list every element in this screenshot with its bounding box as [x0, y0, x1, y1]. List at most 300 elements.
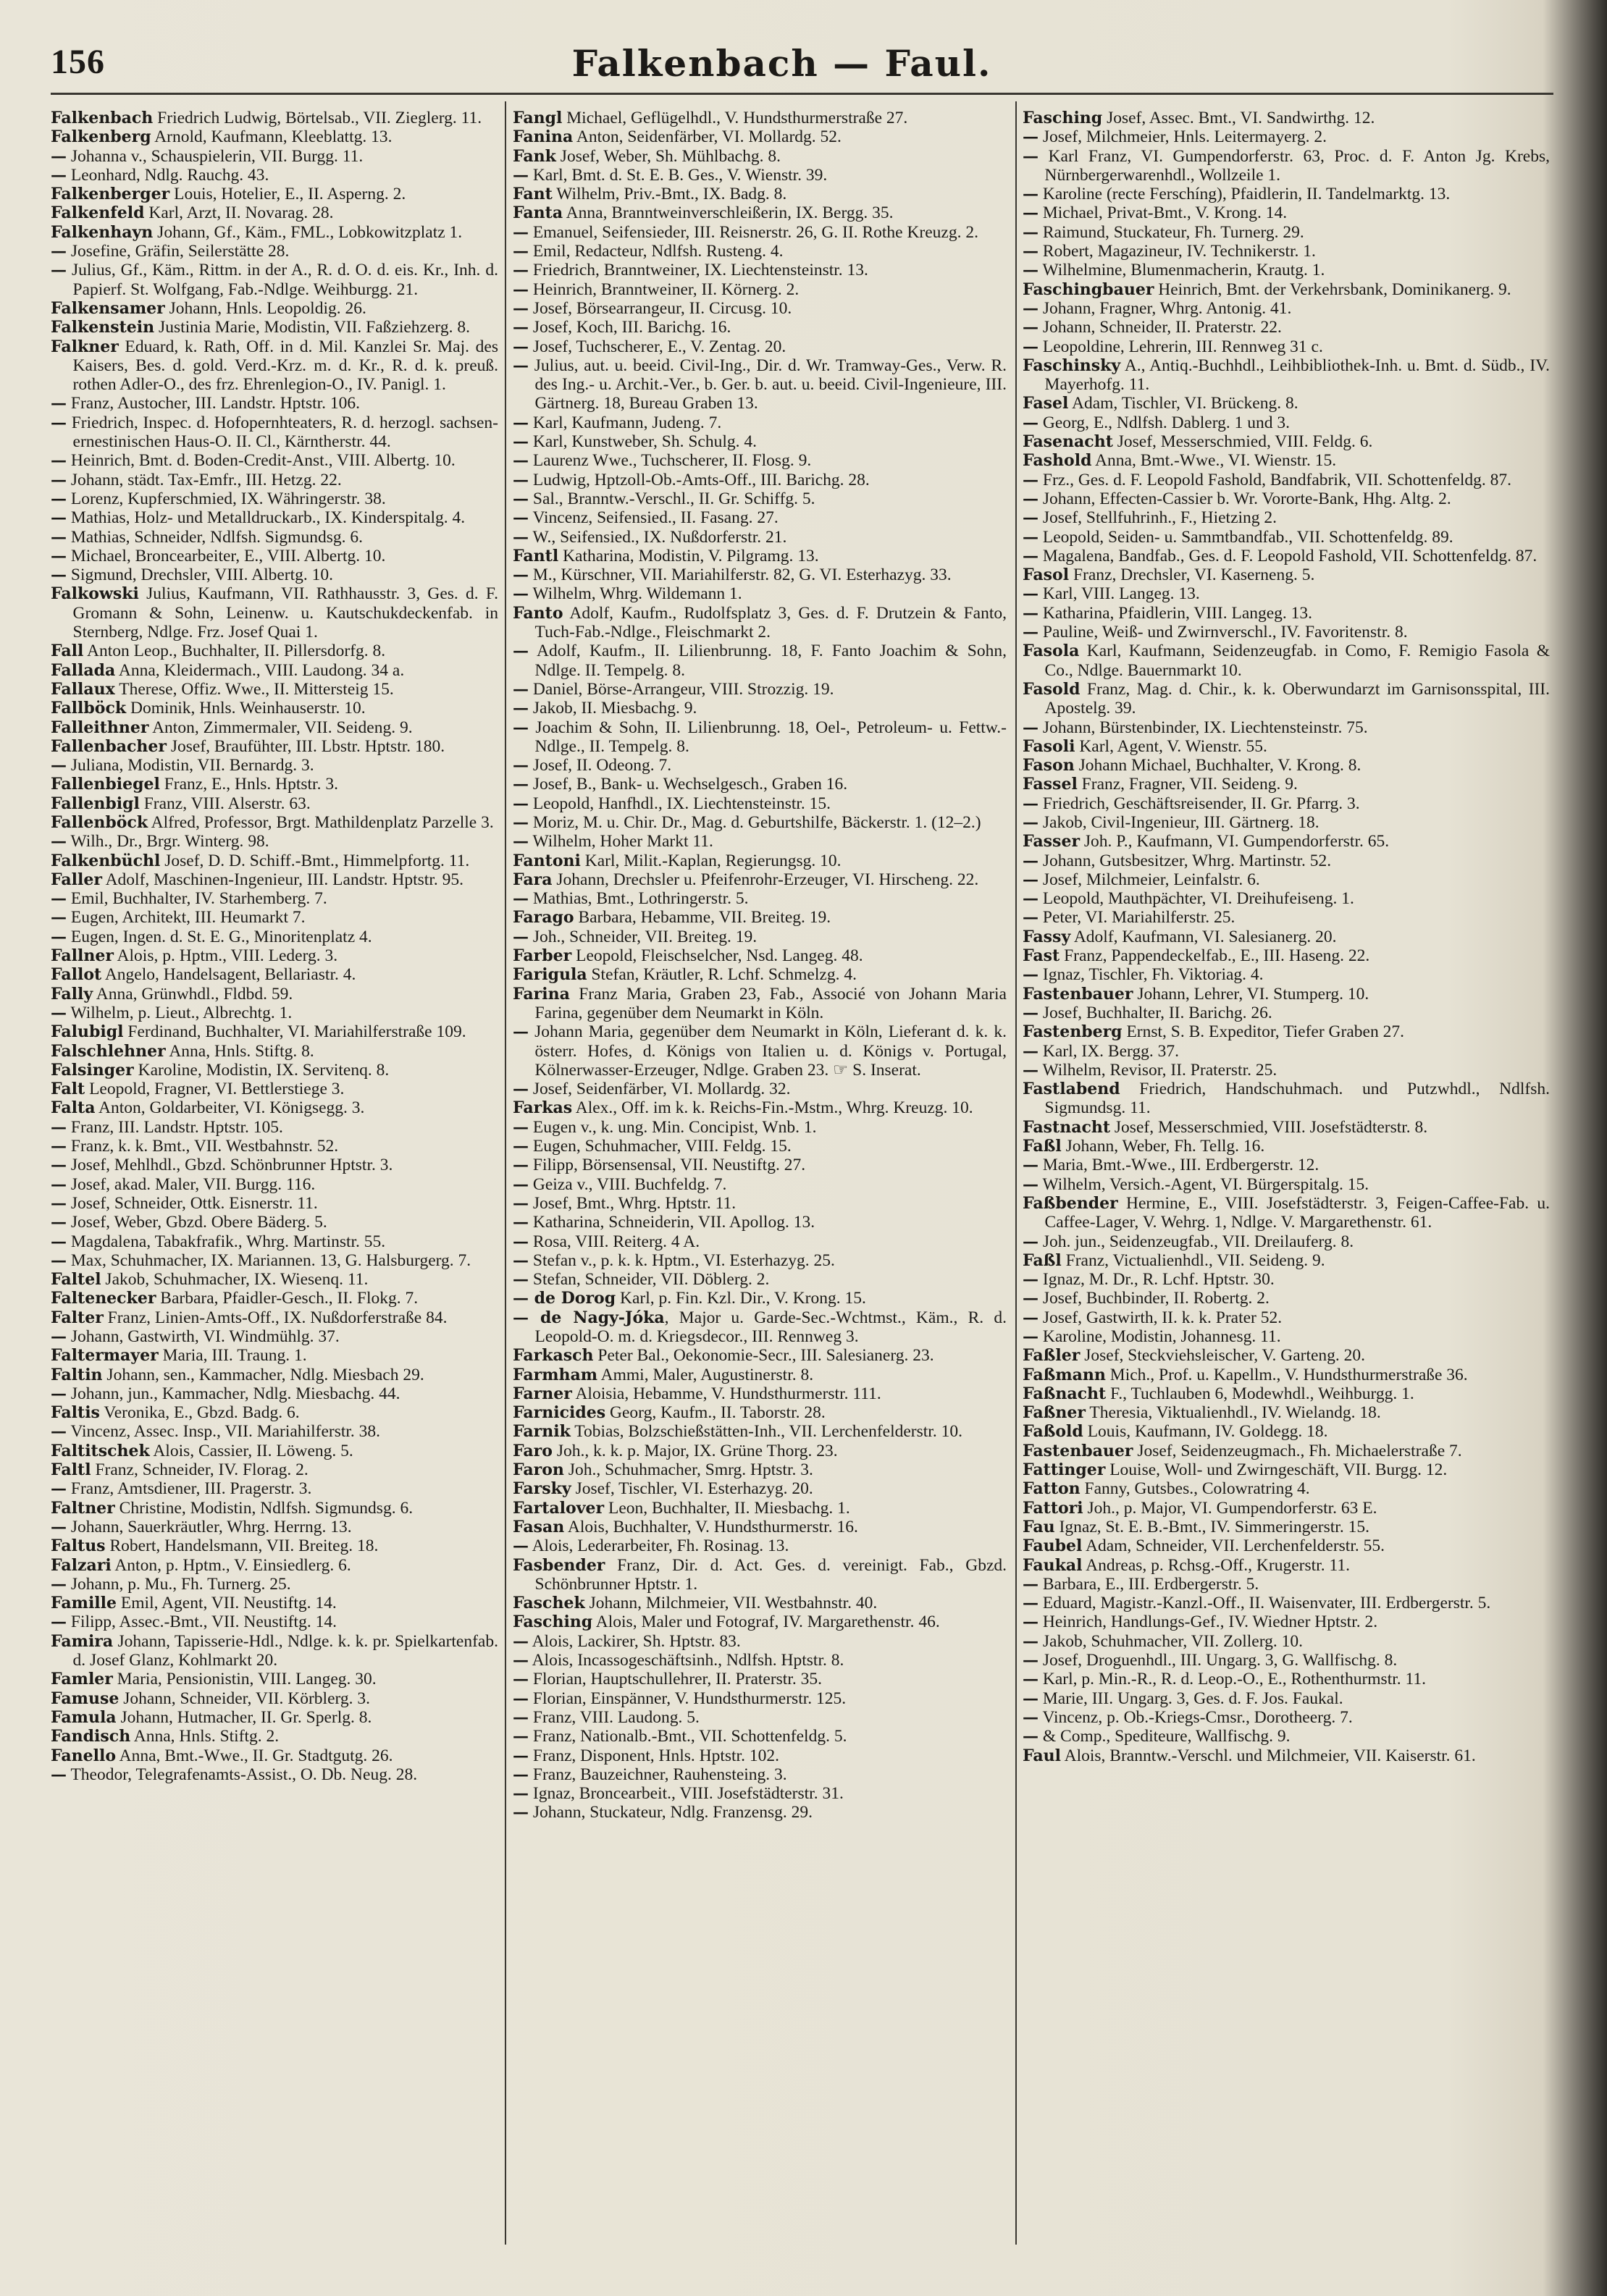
entry-surname: —: [1023, 318, 1039, 337]
entry-details: Michael, Geflügelhdl., V. Hundsthurmerstraße 27.: [562, 109, 908, 127]
entry-details: Franz, Mag. d. Chir., k. k. Oberwundarzt im Garnisonsspital, III. Apostelg. 39.: [1044, 679, 1550, 718]
directory-entry: [1023, 1346, 1550, 1365]
entry-details: Franz, Disponent, Hnls. Hptstr. 102.: [529, 1746, 779, 1765]
entry-details: Johann, Drechsler u. Pfeifenrohr-Erzeuger, VI. Hirscheng. 22.: [552, 870, 979, 889]
entry-surname: —: [513, 1707, 529, 1727]
entry-surname: —: [513, 1631, 529, 1651]
entry-details: Friedrich, Inspec. d. Hofopernhteaters, R. d. herzogl. sachsen-ernestinischen Haus-O. II. Cl., Kärntherstr. 44.: [67, 413, 498, 452]
entry-details: Franz, Bauzeichner, Rauhensteing. 3.: [529, 1765, 787, 1784]
directory-entry: [513, 1080, 1007, 1098]
header-rule: [51, 93, 1553, 95]
entry-details: Johann, Stuckateur, Ndlg. Franzensg. 29.: [529, 1803, 813, 1822]
directory-entry: [513, 528, 1007, 547]
directory-entry: [513, 1289, 1007, 1308]
entry-details: Johann, städt. Tax-Emfr., III. Hetzg. 22.: [67, 470, 342, 489]
directory-entry: [1023, 1612, 1550, 1631]
entry-surname: —: [513, 1670, 529, 1689]
entry-details: Katharina, Schneiderin, VII. Apollog. 13.: [529, 1213, 815, 1232]
entry-surname: —: [1023, 1651, 1039, 1670]
entry-details: Karoline, Modistin, Johannesg. 11.: [1039, 1327, 1281, 1346]
entry-surname: Faltenecker: [51, 1289, 156, 1308]
entry-surname: —: [513, 318, 529, 337]
directory-entry: [1023, 1746, 1550, 1765]
entry-details: Mathias, Schneider, Ndlfsh. Sigmundsg. 6.: [67, 527, 363, 547]
directory-entry: [1023, 832, 1550, 851]
entry-surname: Faßler: [1023, 1346, 1081, 1366]
entry-details: Lorenz, Kupferschmied, IX. Währingerstr. 38.: [67, 489, 386, 508]
entry-surname: Fasser: [1023, 832, 1081, 851]
directory-entry: [513, 1384, 1007, 1403]
entry-details: Johann, Gastwirth, VI. Windmühlg. 37.: [67, 1327, 340, 1346]
entry-surname: —: [51, 1156, 67, 1175]
column-1: [51, 109, 498, 1784]
entry-details: Josef, Tuchscherer, E., V. Zentag. 20.: [529, 337, 786, 356]
directory-entry: [513, 1403, 1007, 1422]
entry-details: Franz, Victualienhdl., VII. Seideng. 9.: [1061, 1250, 1325, 1270]
entry-details: Filipp, Assec.-Bmt., VII. Neustiftg. 14.: [67, 1612, 337, 1632]
directory-entry: [1023, 547, 1550, 565]
entry-details: Anna, Bmt.-Wwe., VI. Wienstr. 15.: [1091, 451, 1337, 471]
entry-surname: —: [51, 413, 67, 432]
entry-surname: —: [1023, 1670, 1039, 1689]
entry-details: Alois, Incassogeschäftsinh., Ndlfsh. Hptstr. 8.: [529, 1651, 844, 1670]
entry-surname: —: [1023, 337, 1039, 356]
entry-surname: Faßbender: [1023, 1193, 1118, 1213]
entry-details: Johann, Hnls. Leopoldig. 26.: [164, 298, 366, 318]
entry-details: Robert, Magazineur, IV. Technikerstr. 1.: [1039, 242, 1316, 261]
directory-entry: [1023, 718, 1550, 737]
entry-details: Jakob, Schuhmacher, VII. Zollerg. 10.: [1039, 1631, 1303, 1651]
entry-surname: —: [51, 1117, 67, 1137]
entry-surname: —: [513, 1174, 529, 1194]
directory-entry: [51, 1137, 498, 1156]
entry-details: Joh., k. k. p. Major, IX. Grüne Thorg. 23.: [552, 1441, 838, 1460]
directory-entry: [51, 394, 498, 413]
entry-details: Magdalena, Tabakfrafik., Whrg. Martinstr. 55.: [67, 1232, 386, 1251]
entry-details: Leonhard, Ndlg. Rauchg. 43.: [67, 165, 269, 185]
directory-entry: [51, 1308, 498, 1327]
entry-surname: Fallada: [51, 660, 116, 680]
entry-details: Josef, Buchbinder, II. Robertg. 2.: [1039, 1289, 1270, 1308]
entry-surname: Fara: [513, 870, 553, 889]
entry-details: Eugen v., k. ung. Min. Concipist, Wnb. 1.: [529, 1117, 817, 1137]
entry-surname: Falkenberger: [51, 185, 170, 204]
entry-surname: —: [51, 1232, 67, 1251]
entry-details: Wilhelm, Whrg. Wildemann 1.: [529, 584, 742, 604]
directory-entry: [1023, 623, 1550, 642]
entry-surname: —: [1023, 1574, 1039, 1594]
entry-surname: Falkenbüchl: [51, 851, 161, 870]
entry-surname: —: [513, 470, 529, 489]
directory-entry: [513, 1137, 1007, 1156]
entry-details: Dominik, Hnls. Weinhauserstr. 10.: [126, 699, 366, 718]
entry-surname: Fasbender: [513, 1555, 605, 1575]
entry-details: Florian, Hauptschullehrer, II. Praterstr. 35.: [529, 1670, 822, 1689]
entry-surname: —: [513, 356, 529, 375]
entry-details: Emil, Buchhalter, IV. Starhemberg. 7.: [67, 889, 327, 909]
directory-entry: [1023, 1042, 1550, 1061]
directory-entry: [513, 280, 1007, 299]
entry-details: Karl, Arzt, II. Novarag. 28.: [144, 203, 334, 223]
entry-details: Franz, Austocher, III. Landstr. Hptstr. 106.: [67, 394, 361, 413]
directory-entry: [1023, 109, 1550, 127]
directory-entry: [51, 147, 498, 166]
entry-details: Leopold, Fleischselcher, Nsd. Langeg. 48.: [571, 946, 863, 966]
entry-details: Johann, Schneider, VII. Körblerg. 3.: [119, 1689, 371, 1708]
entry-details: Alex., Off. im k. k. Reichs-Fin.-Mstm., Whrg. Kreuzg. 10.: [572, 1098, 973, 1118]
directory-entry: [513, 718, 1007, 757]
entry-surname: Fally: [51, 984, 93, 1004]
entry-surname: Farina: [513, 984, 570, 1004]
entry-details: Christine, Modistin, Ndlfsh. Sigmundsg. 6.: [114, 1498, 414, 1518]
directory-entry: [1023, 223, 1550, 242]
directory-entry: [513, 1366, 1007, 1384]
column-2: [513, 109, 1007, 1822]
entry-surname: Faßold: [1023, 1422, 1083, 1442]
entry-details: Anna, Hnls. Stiftg. 8.: [165, 1041, 314, 1061]
entry-surname: Fallner: [51, 946, 114, 966]
directory-entry: [1023, 1022, 1550, 1041]
entry-surname: Farnicides: [513, 1403, 606, 1423]
entry-details: Katharina, Modistin, V. Pilgramg. 13.: [558, 546, 819, 565]
directory-entry: [51, 1670, 498, 1689]
entry-details: Josef, Koch, III. Barichg. 16.: [529, 318, 731, 337]
entry-details: Friedrich, Handschuhmach. und Putzwhdl., Ndlfsh. Sigmundsg. 11.: [1044, 1080, 1550, 1118]
directory-entry: [51, 813, 498, 832]
directory-entry: [51, 1098, 498, 1117]
entry-surname: —: [513, 1651, 529, 1670]
entry-details: Leopold, Seiden- u. Sammtbandfab., VII. Schottenfeldg. 89.: [1039, 527, 1453, 547]
directory-entry: [51, 1042, 498, 1061]
entry-surname: —: [513, 718, 529, 737]
entry-surname: Farmham: [513, 1365, 598, 1384]
entry-surname: —: [513, 432, 529, 452]
entry-surname: Fallböck: [51, 699, 127, 718]
entry-details: Josef, Seidenzeugmach., Fh. Michaelerstraße 7.: [1133, 1441, 1462, 1460]
entry-surname: —: [513, 261, 529, 280]
directory-entry: [1023, 1251, 1550, 1270]
entry-details: Eduard, k. Rath, Off. in d. Mil. Kanzlei Sr. Maj. des Kaisers, Bes. d. gold. Verd.-Krz. m. d. Kr., R. d. k. preuß. rothen Adler-O., des frz. Ehrenlegion-O., IV. Panigl. 1.: [72, 337, 498, 395]
entry-details: Joh., p. Major, VI. Gumpendorferstr. 63 E.: [1083, 1498, 1377, 1518]
entry-surname: Fall: [51, 642, 84, 661]
directory-entry: [513, 1612, 1007, 1631]
entry-surname: Falschlehner: [51, 1041, 166, 1061]
directory-entry: [513, 1442, 1007, 1460]
directory-entry: [513, 1689, 1007, 1708]
entry-details: Friedrich, Branntweiner, IX. Liechtensteinstr. 13.: [529, 261, 868, 280]
entry-details: Adolf, Kaufm., Rudolfsplatz 3, Ges. d. F. Drutzein & Fanto, Tuch-Fab.-Ndlge., Fleischmarkt 2.: [534, 603, 1007, 642]
entry-surname: —: [51, 1003, 67, 1022]
entry-surname: —: [51, 1327, 67, 1346]
entry-surname: Faßmann: [1023, 1365, 1106, 1384]
entry-surname: Farkasch: [513, 1346, 594, 1366]
directory-entry: [51, 756, 498, 775]
entry-surname: Fattori: [1023, 1498, 1083, 1518]
directory-entry: [51, 661, 498, 680]
entry-surname: —: [1023, 908, 1039, 928]
entry-surname: Fallenbigl: [51, 794, 140, 813]
entry-details: Josef, Steckviehsleischer, V. Garteng. 20.: [1080, 1346, 1366, 1366]
entry-surname: —: [1023, 185, 1039, 204]
directory-entry: [51, 1366, 498, 1384]
directory-entry: [513, 1422, 1007, 1441]
directory-entry: [513, 584, 1007, 603]
entry-surname: —: [1023, 794, 1039, 813]
directory-entry: [513, 1479, 1007, 1498]
entry-surname: Fastenbauer: [1023, 1441, 1133, 1460]
entry-details: Johann Maria, gegenüber dem Neumarkt in Köln, Lieferant d. k. k. österr. Hofes, d. Königs von Italien u. d. Königs v. Portugal, Kölnerwasser-Erzeuger, Ndlge. Graben 23. ☞ S. Inserat.: [529, 1022, 1007, 1080]
entry-details: Josef, D. D. Schiff.-Bmt., Himmelpfortg. 11.: [160, 851, 470, 870]
directory-entry: [51, 642, 498, 660]
entry-surname: Fantl: [513, 546, 559, 565]
directory-entry: [513, 1632, 1007, 1651]
directory-entry: [513, 1251, 1007, 1270]
entry-surname: —: [51, 146, 67, 166]
directory-entry: [1023, 1384, 1550, 1403]
directory-entry: [513, 432, 1007, 451]
entry-details: Ammi, Maler, Augustinerstr. 8.: [597, 1365, 814, 1384]
entry-details: Johann, Fragner, Whrg. Antonig. 41.: [1039, 298, 1292, 318]
entry-details: Pauline, Weiß- und Zwirnverschl., IV. Favoritenstr. 8.: [1039, 623, 1408, 642]
entry-details: Wilh., Dr., Brgr. Winterg. 98.: [67, 832, 269, 851]
entry-surname: —: [513, 1746, 529, 1765]
entry-surname: —: [513, 565, 529, 585]
entry-surname: —: [51, 1574, 67, 1594]
entry-details: Therese, Offiz. Wwe., II. Mittersteig 15.: [114, 679, 394, 699]
entry-details: Maria, III. Traung. 1.: [158, 1346, 307, 1366]
entry-surname: Falkensamer: [51, 298, 165, 318]
entry-surname: Famula: [51, 1707, 117, 1727]
entry-surname: —: [1023, 127, 1039, 147]
entry-surname: Falkenberg: [51, 127, 151, 147]
entry-surname: Fattinger: [1023, 1460, 1106, 1480]
entry-surname: Faltner: [51, 1498, 115, 1518]
entry-surname: —: [513, 508, 529, 528]
entry-details: Johann, Schneider, II. Praterstr. 22.: [1039, 318, 1282, 337]
entry-surname: Farsky: [513, 1479, 571, 1499]
entry-surname: —: [51, 1422, 67, 1442]
directory-entry: [513, 127, 1007, 146]
directory-entry: [1023, 985, 1550, 1004]
entry-details: Louis, Hotelier, E., II. Asperng. 2.: [169, 185, 406, 204]
entry-details: Jakob, Civil-Ingenieur, III. Gärtnerg. 18.: [1039, 812, 1319, 832]
entry-surname: Fanta: [513, 203, 563, 223]
entry-surname: Fast: [1023, 946, 1060, 966]
entry-details: Eduard, Magistr.-Kanzl.-Off., II. Waisenvater, III. Erdbergerstr. 5.: [1039, 1594, 1491, 1613]
entry-surname: —: [51, 1193, 67, 1213]
directory-entry: [51, 775, 498, 794]
entry-surname: —: [51, 1213, 67, 1232]
directory-entry: [1023, 528, 1550, 547]
entry-surname: —: [513, 1536, 529, 1556]
entry-surname: —: [1023, 1289, 1039, 1308]
directory-entry: [513, 1746, 1007, 1765]
entry-details: Franz, Schneider, IV. Florag. 2.: [91, 1460, 309, 1480]
entry-surname: —: [1023, 623, 1039, 642]
entry-surname: Falta: [51, 1098, 96, 1118]
entry-details: Michael, Broncearbeiter, E., VIII. Albertg. 10.: [67, 546, 386, 565]
directory-entry: [51, 584, 498, 642]
entry-details: Julius, aut. u. beeid. Civil-Ing., Dir. d. Wr. Tramway-Ges., Verw. R. des Ing.- u. Archit.-Ver., b. Ger. b. aut. u. beeid. Civil-Ingenieure, III. Gärtnerg. 18, Bureau Graben 13.: [529, 356, 1007, 413]
directory-entry: [51, 508, 498, 527]
directory-entry: [51, 261, 498, 299]
directory-entry: [1023, 394, 1550, 413]
directory-entry: [1023, 1708, 1550, 1727]
directory-entry: [51, 832, 498, 851]
directory-entry: [513, 1499, 1007, 1518]
entry-surname: —: [1023, 203, 1039, 223]
entry-surname: Fasan: [513, 1517, 565, 1536]
directory-entry: [51, 109, 498, 127]
entry-surname: Famuse: [51, 1689, 119, 1708]
entry-surname: Faßl: [1023, 1250, 1062, 1270]
entry-surname: Farnik: [513, 1422, 571, 1442]
entry-details: Alois, Maler und Fotograf, IV. Margarethenstr. 46.: [592, 1612, 940, 1632]
entry-details: Joh., Schneider, VII. Breiteg. 19.: [529, 927, 758, 946]
entry-details: Raimund, Stuckateur, Fh. Turnerg. 29.: [1039, 222, 1304, 242]
entry-surname: Faltin: [51, 1365, 103, 1384]
directory-entry: [51, 1727, 498, 1746]
directory-entry: [51, 1575, 498, 1594]
directory-entry: [1023, 908, 1550, 927]
entry-surname: Faltel: [51, 1270, 101, 1290]
entry-surname: —: [1023, 1232, 1039, 1251]
directory-entry: [1023, 1594, 1550, 1612]
directory-entry: [1023, 1403, 1550, 1422]
entry-details: Franz, k. k. Bmt., VII. Westbahnstr. 52.: [67, 1137, 339, 1156]
entry-details: Michael, Privat-Bmt., V. Krong. 14.: [1039, 203, 1288, 223]
entry-details: Josef, Mehlhdl., Gbzd. Schönbrunner Hptstr. 3.: [67, 1156, 393, 1175]
directory-entry: [513, 794, 1007, 813]
entry-surname: Faschek: [513, 1594, 585, 1613]
entry-details: Frz., Ges. d. F. Leopold Fashold, Bandfabrik, VII. Schottenfeldg. 87.: [1039, 470, 1511, 489]
entry-surname: Farago: [513, 908, 574, 928]
entry-surname: —: [513, 756, 529, 775]
entry-surname: —: [513, 451, 529, 471]
entry-details: Josef, Buchhalter, II. Barichg. 26.: [1039, 1003, 1272, 1022]
entry-surname: —: [1023, 508, 1039, 528]
directory-entry: [513, 813, 1007, 832]
entry-details: Josef, Messerschmied, VIII. Josefstädterstr. 8.: [1110, 1117, 1428, 1137]
directory-entry: [1023, 1536, 1550, 1555]
directory-entry: [51, 1270, 498, 1289]
entry-details: Franz, Pappendeckelfab., E., III. Haseng. 22.: [1060, 946, 1370, 966]
entry-surname: — de Nagy-Jóka: [513, 1308, 665, 1327]
entry-details: Franz, Drechsler, VI. Kaserneng. 5.: [1069, 565, 1315, 585]
page-number: 156: [51, 43, 105, 81]
entry-details: Josef, Milchmeier, Hnls. Leitermayerg. 2.: [1039, 127, 1327, 147]
entry-surname: —: [513, 1727, 529, 1746]
entry-details: Ignaz, St. E. B.-Bmt., IV. Simmeringerstr. 15.: [1054, 1517, 1369, 1536]
directory-entry: [1023, 147, 1550, 185]
entry-surname: Fasold: [1023, 679, 1081, 699]
entry-surname: Falubigl: [51, 1022, 124, 1042]
entry-details: Anton Leop., Buchhalter, II. Pillersdorfg. 8.: [83, 642, 386, 661]
directory-entry: [1023, 1308, 1550, 1327]
directory-entry: [1023, 851, 1550, 870]
entry-details: Franz, E., Hnls. Hptstr. 3.: [159, 775, 338, 794]
entry-surname: —: [1023, 1327, 1039, 1346]
directory-entry: [51, 1061, 498, 1080]
directory-entry: [513, 318, 1007, 337]
directory-entry: [1023, 1175, 1550, 1194]
entry-surname: —: [51, 470, 67, 489]
directory-entry: [51, 318, 498, 337]
entry-details: Josef, Assec. Bmt., VI. Sandwirthg. 12.: [1102, 109, 1375, 127]
entry-details: Karl Franz, VI. Gumpendorferstr. 63, Proc. d. F. Anton Jg. Krebs, Nürnbergerwarenhdl., Wollzeile 1.: [1039, 146, 1550, 185]
entry-surname: —: [51, 165, 67, 185]
entry-details: Leopold, Hanfhdl., IX. Liechtensteinstr. 15.: [529, 794, 831, 813]
entry-surname: —: [513, 1213, 529, 1232]
directory-entry: [1023, 508, 1550, 527]
entry-surname: Falkenfeld: [51, 203, 145, 223]
entry-details: Peter, VI. Mariahilferstr. 25.: [1039, 908, 1235, 928]
directory-entry: [51, 489, 498, 508]
entry-surname: —: [51, 927, 67, 946]
directory-entry: [51, 223, 498, 242]
entry-details: Alois, Cassier, II. Löweng. 5.: [149, 1441, 353, 1460]
directory-entry: [513, 1118, 1007, 1137]
entry-details: Josef, Braufühter, III. Lbstr. Hptstr. 180.: [167, 736, 445, 756]
directory-entry: [51, 1518, 498, 1536]
directory-entry: [51, 547, 498, 565]
directory-entry: [513, 928, 1007, 946]
entry-surname: Faron: [513, 1460, 564, 1480]
entry-details: Leopold, Fragner, VI. Bettlerstiege 3.: [85, 1080, 345, 1099]
entry-details: M., Kürschner, VII. Mariahilferstr. 82, G. VI. Esterhazyg. 33.: [529, 565, 952, 585]
entry-surname: —: [513, 794, 529, 813]
entry-details: Johanna v., Schauspielerin, VII. Burgg. 11.: [67, 146, 364, 166]
directory-entry: [513, 908, 1007, 927]
directory-entry: [1023, 451, 1550, 470]
entry-details: A., Antiq.-Buchhdl., Leihbibliothek-Inh. u. Bmt. d. Südb., IV. Mayerhofg. 11.: [1044, 356, 1550, 395]
entry-surname: —: [513, 927, 529, 946]
entry-details: Josef, Tischler, VI. Esterhazyg. 20.: [571, 1479, 813, 1499]
entry-surname: —: [1023, 1041, 1039, 1061]
directory-entry: [1023, 203, 1550, 222]
directory-entry: [1023, 185, 1550, 203]
entry-surname: Fallenbiegel: [51, 775, 160, 794]
entry-surname: —: [51, 908, 67, 928]
entry-details: & Comp., Spediteure, Wallfischg. 9.: [1039, 1727, 1291, 1746]
entry-details: Sigmund, Drechsler, VIII. Albertg. 10.: [67, 565, 334, 585]
entry-details: Georg, Kaufm., II. Taborstr. 28.: [605, 1403, 826, 1423]
entry-details: Anton, Goldarbeiter, VI. Königsegg. 3.: [95, 1098, 365, 1118]
directory-entry: [1023, 1727, 1550, 1746]
entry-surname: —: [1023, 470, 1039, 489]
entry-details: Wilhelm, p. Lieut., Albrechtg. 1.: [67, 1003, 293, 1022]
directory-entry: [1023, 1156, 1550, 1174]
directory-entry: [51, 127, 498, 146]
directory-entry: [51, 985, 498, 1004]
entry-details: Karl, Agent, V. Wienstr. 55.: [1075, 736, 1267, 756]
entry-surname: Fason: [1023, 756, 1075, 775]
directory-entry: [51, 1632, 498, 1670]
directory-entry: [513, 337, 1007, 356]
entry-details: Josef, Milchmeier, Leinfalstr. 6.: [1039, 870, 1260, 889]
entry-surname: —: [513, 1803, 529, 1822]
entry-details: Josef, II. Odeong. 7.: [529, 756, 672, 775]
entry-details: Eugen, Schuhmacher, VIII. Feldg. 15.: [529, 1137, 792, 1156]
entry-surname: —: [1023, 851, 1039, 870]
entry-surname: Famler: [51, 1670, 113, 1689]
entry-details: Karl, p. Fin. Kzl. Dir., V. Krong. 15.: [616, 1289, 866, 1308]
entry-surname: Fartalover: [513, 1498, 605, 1518]
entry-details: Adolf, Maschinen-Ingenieur, III. Landstr. Hptstr. 95.: [101, 870, 463, 889]
entry-surname: —: [51, 1517, 67, 1536]
entry-surname: —: [513, 337, 529, 356]
entry-surname: —: [513, 489, 529, 508]
